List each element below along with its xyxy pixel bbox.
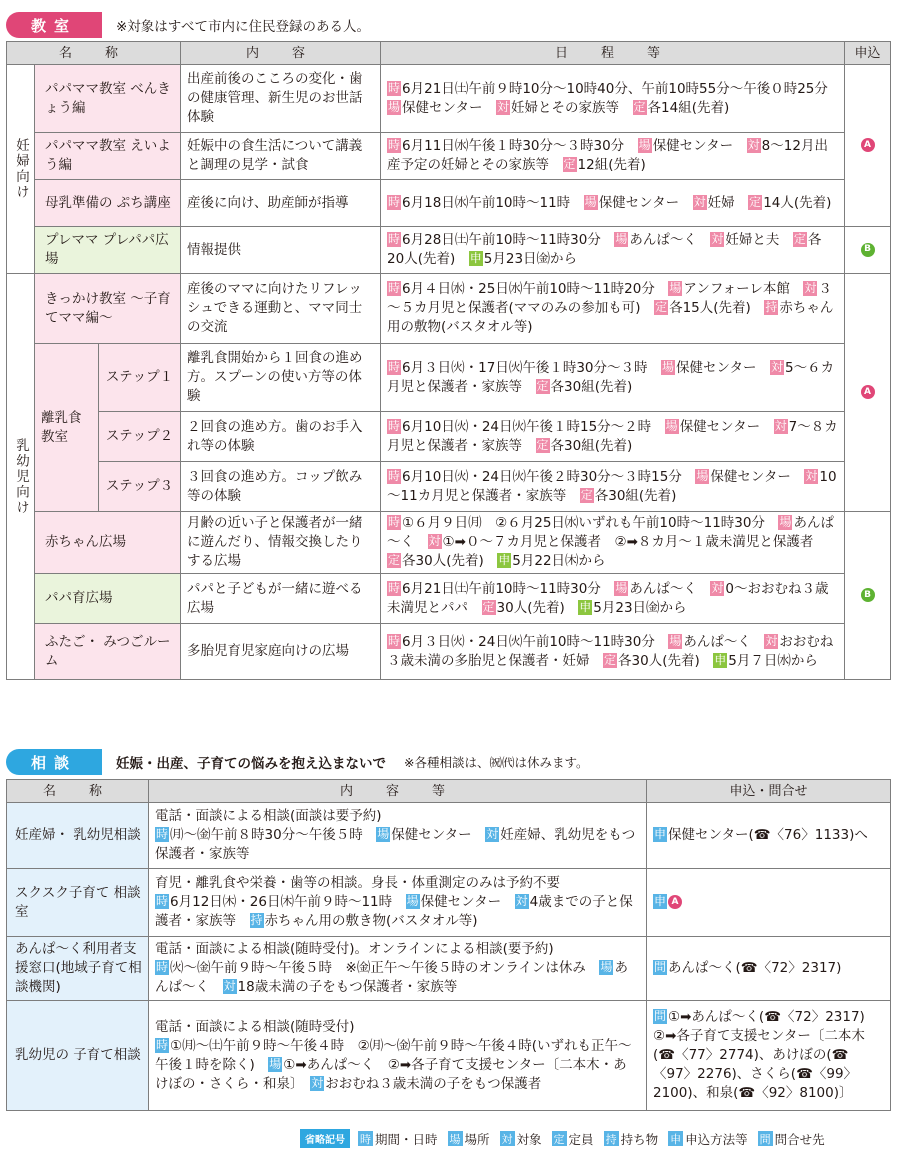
table-row [7, 274, 891, 344]
detail-text: 5月７日㈬から [728, 652, 818, 669]
legend-持-icon: 持 [605, 1132, 617, 1146]
col-name: 名 称 [7, 42, 181, 65]
class-schedule [381, 512, 845, 574]
label-申-icon: 申 [654, 894, 667, 908]
class-name: パパ育広場 [35, 574, 181, 624]
label-定-icon: 定 [563, 157, 576, 171]
detail-text: 各30組(先着) [594, 487, 677, 504]
consult-name: スクスク子育て 相談室 [7, 869, 149, 937]
label-場-icon: 場 [584, 194, 597, 209]
label-場-icon: 場 [669, 281, 682, 295]
class-schedule [381, 227, 845, 274]
col-soudan-name: 名 称 [7, 780, 149, 803]
class-content: 月齢の近い子と保護者が一緒に遊んだり、情報交換したりする広場 [181, 512, 381, 574]
detail-text: 6月３日㈫・24日㈫午前10時～11時30分 [402, 633, 655, 650]
legend-対-icon: 対 [501, 1132, 513, 1146]
class-content: 出産前後のこころの変化・歯の健康管理、新生児のお世話体験 [181, 65, 381, 133]
label-時-icon: 時 [156, 1037, 169, 1052]
legend-申-icon: 申 [670, 1132, 682, 1146]
legend-text: 対象 [516, 1131, 542, 1147]
consult-content [149, 1001, 647, 1111]
detail-text: 保健センター [679, 418, 761, 435]
detail-text: 保健センター [420, 894, 502, 910]
detail-text: 妊婦 [707, 194, 735, 211]
class-content: ３回食の進め方。コップ飲み等の体験 [181, 462, 381, 512]
detail-text: 5月22日㈭から [512, 553, 606, 569]
col-content: 内 容 [181, 42, 381, 65]
apply-cell [845, 274, 891, 512]
label-定-icon: 定 [536, 378, 549, 393]
detail-text: 保健センター [652, 138, 734, 154]
label-場-icon: 場 [377, 827, 390, 841]
table-row [7, 65, 891, 133]
legend-問-icon: 問 [759, 1132, 771, 1146]
step-name: ステップ３ [99, 462, 181, 512]
label-場-icon: 場 [269, 1056, 282, 1071]
class-name: プレママ プレパパ広場 [35, 227, 181, 274]
label-定-icon: 定 [388, 553, 401, 567]
class-content: 情報提供 [181, 227, 381, 274]
label-対-icon: 対 [747, 138, 760, 152]
label-対-icon: 対 [515, 894, 528, 908]
col-soudan-contact: 申込・問合せ [647, 780, 891, 803]
consult-details [155, 893, 640, 931]
label-時-icon: 時 [388, 194, 401, 209]
consult-contact [647, 869, 891, 937]
soudan-note: 妊娠・出産、子育ての悩みを抱え込まないで [116, 756, 386, 772]
consult-details [155, 826, 640, 864]
detail-text: 6月11日㈬午後１時30分～３時30分 [402, 138, 625, 154]
label-対-icon: 対 [711, 232, 724, 246]
legend-text: 場所 [464, 1131, 490, 1147]
label-場-icon: 場 [662, 359, 675, 374]
detail-text: 保健センター [710, 468, 791, 485]
label-場-icon: 場 [406, 894, 419, 908]
detail-text: ㈫～㈮午前９時～午後５時 ※㈮正午～午後５時のオンラインは休み [170, 960, 586, 976]
apply-mark-a-icon: A [668, 895, 682, 909]
table-row [7, 462, 891, 512]
kyoshitsu-note: ※対象はすべて市内に住民登録のある人。 [116, 19, 371, 35]
legend-定-icon: 定 [553, 1132, 565, 1146]
class-content: 妊娠中の食生活について講義と調理の見学・試食 [181, 133, 381, 180]
label-申-icon: 申 [714, 652, 727, 667]
consult-name: 乳幼児の 子育て相談 [7, 1001, 149, 1111]
class-content: 離乳食開始から１回食の進め方。スプーンの使い方等の体験 [181, 344, 381, 412]
label-対-icon: 対 [804, 281, 817, 295]
label-対-icon: 対 [770, 359, 783, 374]
col-soudan-content: 内 容 等 [149, 780, 647, 803]
apply-cell [845, 512, 891, 680]
label-時-icon: 時 [388, 468, 401, 483]
detail-text: 保健センター [676, 359, 757, 376]
detail-text: 保健センター [402, 99, 483, 116]
detail-text: 8～12月出産予定の妊婦とその家族等 [387, 138, 828, 173]
label-時-icon: 時 [388, 232, 401, 246]
detail-text: 6月10日㈫・24日㈫午後１時15分～２時 [402, 418, 652, 435]
detail-text: ㈪～㈮午前８時30分～午後５時 [170, 827, 363, 843]
soudan-header [6, 749, 588, 775]
detail-text: ３～５カ月児と保護者(ママのみの参加も可) [387, 281, 832, 316]
detail-text: 6月10日㈫・24日㈫午後２時30分～３時15分 [402, 468, 682, 485]
detail-text: 保健センター [598, 194, 680, 211]
class-name: ふたご・ みつごルーム [35, 624, 181, 680]
table-row [7, 227, 891, 274]
col-apply: 申込 [845, 42, 891, 65]
consult-lead: 電話・面談による相談(随時受付)。オンラインによる相談(要予約) [155, 941, 554, 957]
class-schedule [381, 344, 845, 412]
label-場-icon: 場 [638, 138, 651, 152]
soudan-note2: ※各種相談は、㈷㈹は休みます。 [404, 755, 589, 770]
step-name: ステップ１ [99, 344, 181, 412]
class-schedule [381, 133, 845, 180]
consult-content [149, 803, 647, 869]
detail-text: ①➡０～７カ月児と保護者 ②➡８カ月～１歳未満児と保護者 [442, 534, 814, 550]
class-schedule [381, 624, 845, 680]
class-schedule [381, 180, 845, 227]
label-定-icon: 定 [655, 300, 668, 314]
label-時-icon: 時 [388, 633, 401, 648]
label-申-icon: 申 [654, 827, 667, 841]
label-時-icon: 時 [388, 418, 401, 433]
detail-text: アンフォーレ本館 [683, 281, 790, 297]
consult-lead: 電話・面談による相談(面談は要予約) [155, 808, 382, 824]
label-対-icon: 対 [805, 468, 818, 483]
kyoshitsu-header [6, 12, 370, 38]
legend-item [358, 1130, 438, 1148]
detail-text: 6月28日㈯午前10時～11時30分 [402, 232, 601, 248]
label-対-icon: 対 [765, 633, 778, 648]
detail-text: 保健センター [391, 827, 472, 843]
detail-text: あんぱ～く [629, 580, 697, 597]
legend-text: 定員 [568, 1131, 594, 1147]
table-row [7, 412, 891, 462]
class-name: パパママ教室 べんきょう編 [35, 65, 181, 133]
detail-text: 妊産婦、乳幼児をもつ保護者・家族等 [155, 827, 636, 862]
apply-cell [845, 227, 891, 274]
category-infant: 乳幼児向け [7, 274, 35, 680]
table-row [7, 512, 891, 574]
legend-item [552, 1130, 594, 1148]
detail-text: 6月21日㈯午前10時～11時30分 [402, 580, 601, 597]
label-時-icon: 時 [388, 138, 401, 152]
table-row [7, 180, 891, 227]
table-row [7, 937, 891, 1001]
legend-item [758, 1130, 825, 1148]
consult-content [149, 937, 647, 1001]
label-場-icon: 場 [779, 515, 792, 529]
class-schedule [381, 462, 845, 512]
label-時-icon: 時 [388, 359, 401, 374]
detail-text: 18歳未満の子をもつ保護者・家族等 [237, 979, 458, 995]
detail-text: 14人(先着) [763, 194, 832, 211]
detail-text: あんぱ～く [155, 960, 628, 995]
detail-text: 6月４日㈬・25日㈬午前10時～11時20分 [402, 281, 655, 297]
detail-text: 5月23日㈮から [483, 251, 578, 267]
label-問-icon: 問 [654, 960, 667, 974]
label-定-icon: 定 [536, 437, 549, 452]
table-row [7, 1001, 891, 1111]
class-content: 産後に向け、助産師が指導 [181, 180, 381, 227]
detail-text: 6月12日㈭・26日㈭午前９時～11時 [170, 894, 393, 910]
detail-text: おおむね３歳未満の子をもつ保護者 [325, 1075, 542, 1092]
detail-text: 各30人(先着) [402, 553, 484, 569]
class-name: 母乳準備の ぷち講座 [35, 180, 181, 227]
class-content: ２回食の進め方。歯のお手入れ等の体験 [181, 412, 381, 462]
detail-text: 6月18日㈬午前10時～11時 [402, 194, 571, 211]
detail-text: 6月３日㈫・17日㈫午後１時30分～３時 [402, 359, 648, 376]
label-申-icon: 申 [469, 251, 482, 265]
label-時-icon: 時 [388, 580, 401, 595]
detail-text: ①㈪～㈯午前９時～午後４時 ②㈪～㈮午前９時～午後４時(いずれも正午～午後１時を除く) [155, 1037, 632, 1073]
consult-details [155, 959, 640, 997]
contact-text: 保健センター(☎〈76〉1133)へ [668, 827, 868, 843]
label-時-icon: 時 [156, 894, 169, 908]
detail-text: 各30人(先着) [618, 652, 700, 669]
table-row [7, 574, 891, 624]
detail-text: 各30組(先着) [550, 378, 633, 395]
legend-text: 問合せ先 [774, 1131, 825, 1147]
detail-text: 4歳までの子と保護者・家族等 [155, 894, 633, 929]
label-時-icon: 時 [388, 281, 401, 295]
label-対-icon: 対 [774, 418, 787, 433]
detail-text: 5～６カ月児と保護者・家族等 [387, 359, 835, 395]
consult-lead: 育児・離乳食や栄養・歯等の相談。身長・体重測定のみは予約不要 [155, 875, 560, 891]
label-場-icon: 場 [696, 468, 709, 483]
detail-text: 5月23日㈮から [593, 599, 687, 616]
detail-text: ①６月９日㈪ ②６月25日㈬いずれも午前10時～11時30分 [402, 515, 765, 531]
label-対-icon: 対 [428, 534, 441, 548]
apply-mark-b-icon: B [861, 588, 875, 602]
kyoshitsu-tag: 教室 [6, 12, 102, 38]
consult-contact [647, 937, 891, 1001]
label-対-icon: 対 [497, 99, 510, 114]
class-schedule [381, 274, 845, 344]
consult-contact [647, 1001, 891, 1111]
detail-text: あんぱ～く [387, 515, 834, 550]
legend-item [668, 1130, 748, 1148]
legend-text: 申込方法等 [685, 1131, 748, 1147]
consult-name: あんぱ～く利用者支援窓口(地域子育て相談機関) [7, 937, 149, 1001]
detail-text: あんぱ～く [629, 232, 697, 248]
label-定-icon: 定 [633, 99, 646, 114]
detail-text: ①➡あんぱ～く ②➡各子育て支援センター〔二本木・あけぼの・さくら・和泉〕 [155, 1056, 627, 1092]
table-row [7, 869, 891, 937]
detail-text: 赤ちゃん用の敷物(バスタオル等) [387, 300, 834, 335]
class-schedule [381, 574, 845, 624]
legend [300, 1129, 835, 1148]
consult-lead: 電話・面談による相談(随時受付) [155, 1018, 355, 1035]
label-対-icon: 対 [311, 1075, 324, 1090]
legend-item [500, 1130, 542, 1148]
detail-text: 各20人(先着) [387, 232, 822, 267]
apply-cell [845, 65, 891, 227]
consult-content [149, 869, 647, 937]
class-content: 産後のママに向けたリフレッシュできる運動と、ママ同士の交流 [181, 274, 381, 344]
contact-text: ①➡あんぱ～く(☎〈72〉2317) ②➡各子育て支援センター〔二本木(☎〈77〉2774)、あけぼの(☎〈97〉2276)、さくら(☎〈99〉2100)、和泉(☎〈92〉8100)〕 [653, 1009, 865, 1101]
label-場-icon: 場 [388, 99, 401, 114]
label-定-icon: 定 [482, 599, 495, 614]
detail-text: 妊婦と夫 [725, 232, 780, 248]
detail-text: 7～８カ月児と保護者・家族等 [387, 418, 838, 454]
class-schedule [381, 65, 845, 133]
label-定-icon: 定 [580, 487, 593, 502]
legend-text: 持ち物 [620, 1131, 659, 1147]
detail-text: 各30組(先着) [550, 437, 633, 454]
detail-text: 6月21日㈯午前９時10分～10時40分、午前10時55分～午後０時25分 [402, 80, 828, 97]
apply-mark-a-icon: A [861, 385, 875, 399]
label-時-icon: 時 [156, 960, 169, 974]
table-row [7, 803, 891, 869]
apply-mark-b-icon: B [861, 243, 875, 257]
contact-text: あんぱ～く(☎〈72〉2317) [668, 960, 842, 976]
detail-text: 各14組(先着) [647, 99, 730, 116]
table-row [7, 624, 891, 680]
label-持-icon: 持 [765, 300, 778, 314]
consult-name: 妊産婦・ 乳幼児相談 [7, 803, 149, 869]
legend-title: 省略記号 [300, 1129, 350, 1148]
label-時-icon: 時 [388, 80, 401, 95]
detail-text: おおむね３歳未満の多胎児と保護者・妊婦 [387, 633, 834, 669]
legend-item [448, 1130, 490, 1148]
label-定-icon: 定 [604, 652, 617, 667]
label-持-icon: 持 [250, 913, 263, 927]
class-content: 多胎児育児家庭向けの広場 [181, 624, 381, 680]
step-name: ステップ２ [99, 412, 181, 462]
label-申-icon: 申 [579, 599, 592, 614]
label-場-icon: 場 [669, 633, 682, 648]
label-対-icon: 対 [223, 979, 236, 993]
legend-item [604, 1130, 659, 1148]
detail-text: 30人(先着) [496, 599, 565, 616]
detail-text: 各15人(先着) [669, 300, 751, 316]
class-content: パパと子どもが一緒に遊べる広場 [181, 574, 381, 624]
detail-text: 妊婦とその家族等 [511, 99, 620, 116]
apply-mark-a-icon: A [861, 138, 875, 152]
consult-contact [647, 803, 891, 869]
label-対-icon: 対 [711, 580, 724, 595]
soudan-tag: 相談 [6, 749, 102, 775]
detail-text: 0～おおむね３歳未満児とパパ [387, 580, 829, 616]
table-row [7, 133, 891, 180]
label-場-icon: 場 [615, 580, 628, 595]
label-時-icon: 時 [388, 515, 401, 529]
detail-text: 12組(先着) [577, 157, 646, 173]
class-name: 赤ちゃん広場 [35, 512, 181, 574]
label-定-icon: 定 [749, 194, 762, 209]
detail-text: 10～11カ月児と保護者・家族等 [387, 468, 837, 504]
label-場-icon: 場 [615, 232, 628, 246]
legend-時-icon: 時 [360, 1132, 371, 1146]
label-場-icon: 場 [665, 418, 678, 433]
label-申-icon: 申 [498, 553, 511, 567]
consult-details [155, 1037, 640, 1094]
label-問-icon: 問 [654, 1009, 667, 1023]
legend-text: 期間・日時 [375, 1131, 438, 1147]
label-定-icon: 定 [793, 232, 806, 246]
kyoshitsu-table [6, 41, 891, 680]
category-pregnant: 妊婦向け [7, 65, 35, 274]
class-schedule [381, 412, 845, 462]
label-対-icon: 対 [486, 827, 499, 841]
class-name: きっかけ教室 ～子育てママ編～ [35, 274, 181, 344]
label-時-icon: 時 [156, 827, 169, 841]
label-対-icon: 対 [693, 194, 706, 209]
table-row [7, 344, 891, 412]
detail-text: あんぱ～く [683, 633, 751, 650]
class-name: パパママ教室 えいよう編 [35, 133, 181, 180]
class-name: 離乳食教室 [35, 344, 99, 512]
detail-text: 赤ちゃん用の敷き物(バスタオル等) [264, 913, 478, 929]
label-場-icon: 場 [600, 960, 613, 974]
legend-場-icon: 場 [449, 1132, 461, 1146]
soudan-table [6, 779, 891, 1111]
col-schedule: 日 程 等 [381, 42, 845, 65]
